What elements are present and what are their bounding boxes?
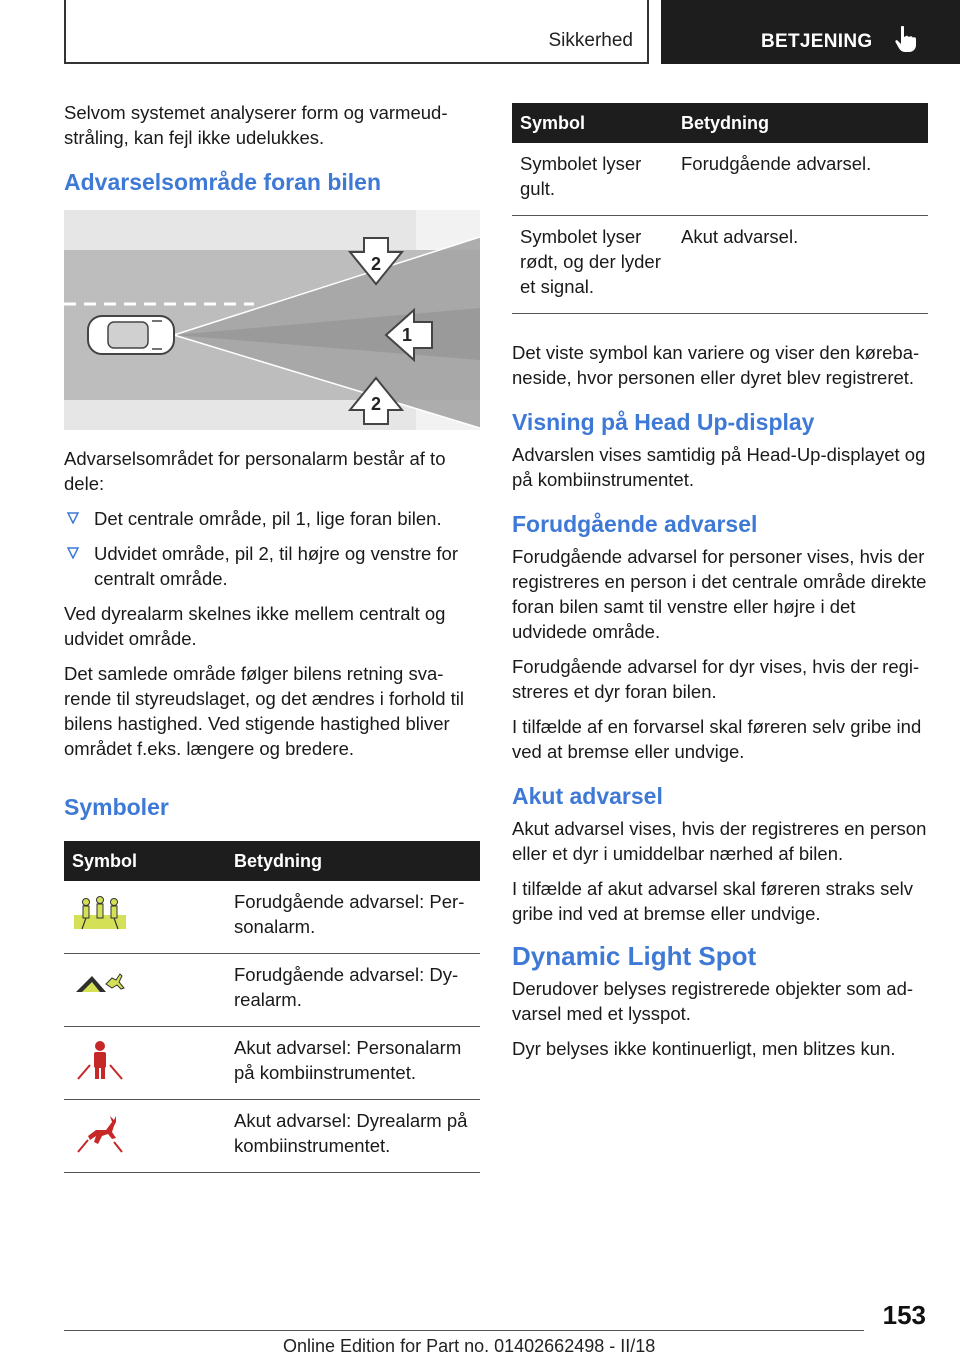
table-row xyxy=(512,216,928,314)
heading-acute-warning: Akut advarsel xyxy=(512,783,663,809)
pedestrian-group-warning-icon xyxy=(72,893,128,933)
warning-meaning-table xyxy=(512,103,928,314)
acute-warning-paragraph-2: I tilfælde af akut advarsel skal føreren straks selv gribe ind ved at bremse eller undvige. xyxy=(512,878,913,924)
col-header-meaning: Betydning xyxy=(673,103,928,143)
col-header-symbol: Symbol xyxy=(64,841,226,881)
table-cell: Symbolet lyser gult. xyxy=(512,143,673,216)
page-number: 153 xyxy=(882,1300,926,1330)
table-row xyxy=(64,1027,480,1100)
triangle-bullet-icon xyxy=(67,547,79,559)
pre-warning-paragraph-2: Forudgående advarsel for dyr vises, hvis der registreres et dyr foran bilen. xyxy=(512,656,920,702)
animal-warning-icon xyxy=(72,966,128,1000)
list-item: Udvidet område, pil 2, til højre og venstre for centralt område. xyxy=(64,541,480,591)
table-cell: Symbolet lyser rødt, og der lyder et signal. xyxy=(512,216,673,314)
dls-paragraph-1: Derudover belyses registrerede objekter som advarsel med et lysspot. xyxy=(512,978,914,1024)
heading-warning-zone: Advarselsområde foran bilen xyxy=(64,169,381,195)
table-cell: Forudgående advarsel: Dyrealarm. xyxy=(226,954,480,1027)
heading-pre-warning: Forudgående advarsel xyxy=(512,511,758,537)
list-item: Det centrale område, pil 1, lige foran bilen. xyxy=(64,506,480,531)
hud-paragraph: Advarslen vises samtidig på Head-Up-displayet og på kombiinstrumentet. xyxy=(512,444,926,490)
section-title: Sikkerhed xyxy=(548,30,633,51)
col-header-symbol: Symbol xyxy=(512,103,673,143)
svg-text:2: 2 xyxy=(370,394,382,414)
intro-paragraph: Selvom systemet analyserer form og varmeudstråling, kan fejl ikke udelukkes. xyxy=(64,102,448,148)
zone-follows-paragraph: Det samlede område følger bilens retning svarende til styreudslaget, og det ændres i forhold til bilens hastighed. Ved stigende hastighed bliver området f.eks. længere og bredere. xyxy=(64,663,465,759)
chapter-title: BETJENING xyxy=(761,31,873,52)
zone-intro-paragraph: Advarselsområdet for personalarm består af to dele: xyxy=(64,448,446,494)
pointing-hand-icon xyxy=(893,25,919,53)
footer-edition: Online Edition for Part no. 01402662498 - II/18 xyxy=(283,1336,656,1356)
svg-text:2: 2 xyxy=(370,254,382,274)
footer-divider xyxy=(64,1330,864,1331)
table-row xyxy=(64,881,480,954)
header-left-frame xyxy=(64,0,649,64)
pedestrian-acute-warning-icon xyxy=(72,1039,128,1083)
table-cell: Forudgående advarsel. xyxy=(673,143,928,216)
heading-symbols: Symboler xyxy=(64,794,169,820)
table-cell: Akut advarsel: Dyrealarm på kombiinstrumentet. xyxy=(226,1100,480,1173)
acute-warning-paragraph-1: Akut advarsel vises, hvis der registreres en person eller et dyr i umiddelbar nærhed af bilen. xyxy=(512,818,927,864)
warning-zone-diagram xyxy=(64,210,480,430)
animal-zone-paragraph: Ved dyrealarm skelnes ikke mellem centralt og udvidet område. xyxy=(64,603,446,649)
table-cell: Forudgående advarsel: Personalarm. xyxy=(226,881,480,954)
pre-warning-paragraph-1: Forudgående advarsel for personer vises, hvis der registreres en person i det centrale område direkte foran bilen samt til venstre eller højre i det udvidede område. xyxy=(512,546,927,642)
header-chapter-tab xyxy=(661,0,960,64)
table-cell: Akut advarsel: Personalarm på kombiinstrumentet. xyxy=(226,1027,480,1100)
pre-warning-paragraph-3: I tilfælde af en forvarsel skal føreren selv gribe ind ved at bremse eller undvige. xyxy=(512,716,922,762)
col-header-meaning: Betydning xyxy=(226,841,480,881)
symbols-table xyxy=(64,841,480,1173)
table-row xyxy=(64,954,480,1027)
zone-parts-list xyxy=(64,506,480,591)
svg-text:1: 1 xyxy=(401,325,413,345)
dls-paragraph-2: Dyr belyses ikke kontinuerligt, men blitzes kun. xyxy=(512,1038,896,1059)
car-icon xyxy=(88,316,174,354)
table-row xyxy=(512,143,928,216)
symbol-varies-paragraph: Det viste symbol kan variere og viser den kørebaneside, hvor personen eller dyret blev registreret. xyxy=(512,342,920,388)
heading-hud: Visning på Head Up-display xyxy=(512,409,815,435)
heading-dynamic-light-spot: Dynamic Light Spot xyxy=(512,941,757,971)
table-cell: Akut advarsel. xyxy=(673,216,928,314)
deer-acute-warning-icon xyxy=(72,1112,128,1156)
right-column xyxy=(512,103,928,1071)
left-column xyxy=(64,100,480,1173)
table-row xyxy=(64,1100,480,1173)
triangle-bullet-icon xyxy=(67,512,79,524)
